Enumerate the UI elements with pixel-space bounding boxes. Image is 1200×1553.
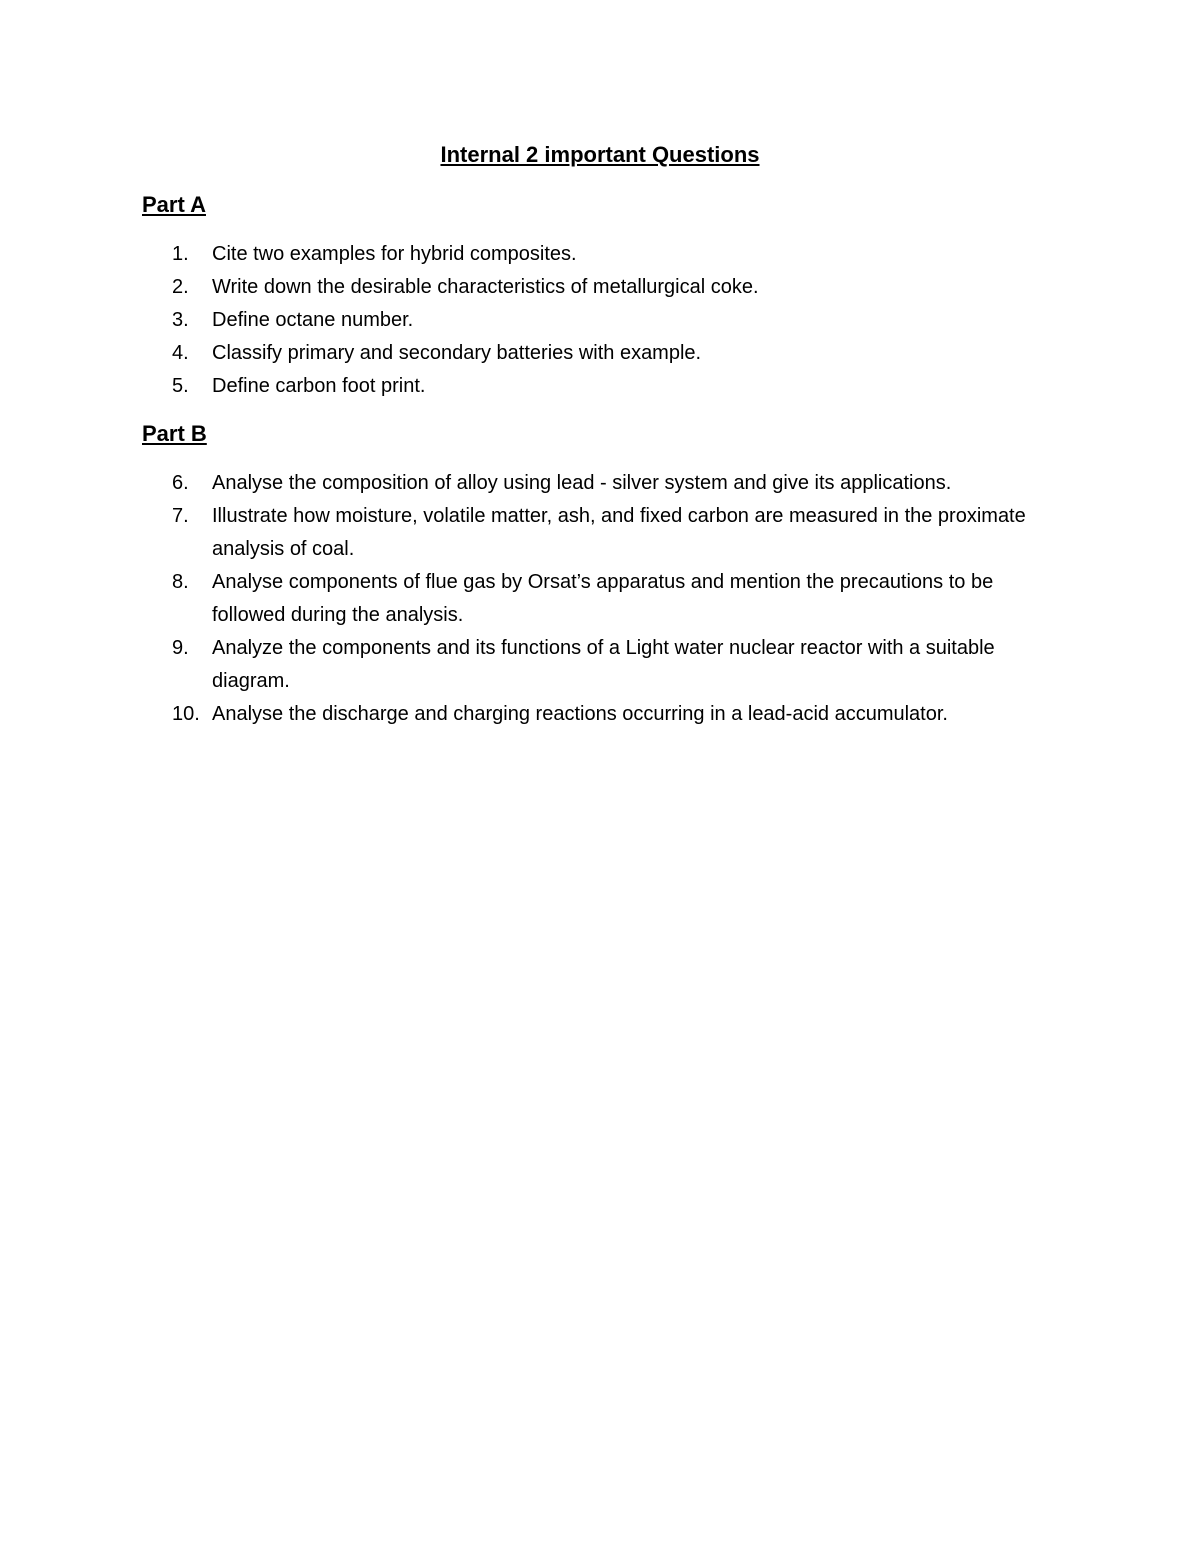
part-a-question-list [0,238,1200,403]
document-title: Internal 2 important Questions [440,142,760,167]
question-item [0,566,1200,632]
part-b-question-list [0,467,1200,731]
question-number: 2. [172,276,189,298]
question-item [0,370,1200,403]
question-item [0,304,1200,337]
question-text: Illustrate how moisture, volatile matter, ash, and fixed carbon are measured in the proximate analysis of coal. [212,505,1026,560]
question-number: 10. [172,703,200,725]
question-number: 8. [172,571,189,593]
question-text: Write down the desirable characteristics of metallurgical coke. [212,276,759,298]
part-a-heading: Part A [142,192,206,217]
question-number: 6. [172,472,189,494]
question-item [0,271,1200,304]
question-text: Analyse the composition of alloy using lead - silver system and give its applications. [212,472,952,494]
question-text: Analyse the discharge and charging reactions occurring in a lead-acid accumulator. [212,703,948,725]
question-number: 4. [172,342,189,364]
question-number: 7. [172,505,189,527]
question-number: 3. [172,309,189,331]
question-number: 9. [172,637,189,659]
part-b-heading: Part B [142,421,207,446]
question-item [0,238,1200,271]
question-item [0,698,1200,731]
question-item [0,467,1200,500]
question-item [0,500,1200,566]
question-text: Classify primary and secondary batteries with example. [212,342,702,364]
question-text: Cite two examples for hybrid composites. [212,243,577,265]
question-text: Define carbon foot print. [212,375,426,397]
question-text: Analyse components of flue gas by Orsat’s apparatus and mention the precautions to be followed during the analysis. [212,571,994,626]
question-item [0,632,1200,698]
question-text: Analyze the components and its functions of a Light water nuclear reactor with a suitable diagram. [212,637,995,692]
question-number: 5. [172,375,189,397]
question-text: Define octane number. [212,309,414,331]
question-item [0,337,1200,370]
question-number: 1. [172,243,189,265]
